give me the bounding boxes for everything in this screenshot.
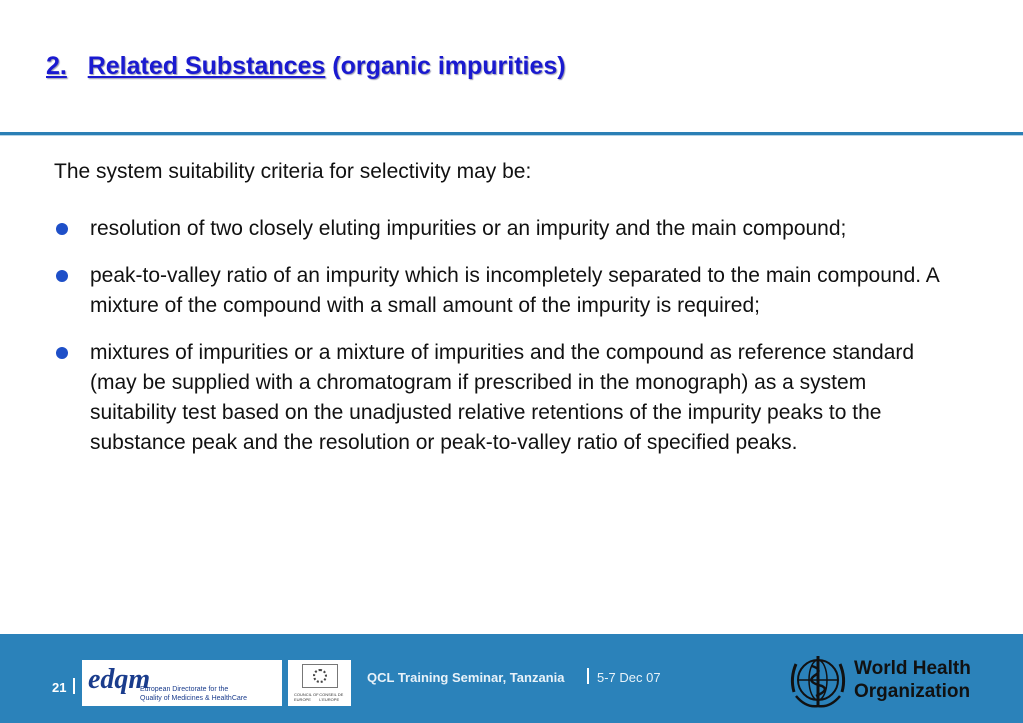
page-number: 21 — [52, 680, 67, 695]
footer-separator — [73, 678, 75, 694]
title-number: 2. — [46, 52, 67, 80]
edqm-logo-caption — [140, 685, 247, 703]
bullet-text: resolution of two closely eluting impurities or an impurity and the main compound; — [90, 217, 847, 240]
council-of-europe-logo — [288, 660, 351, 706]
bullet-text: mixtures of impurities or a mixture of impurities and the compound as reference standard (may be supplied with a chromatogram if prescribed in the monograph) as a system suitability test based on the unadjusted relative retentions of the impurity peaks to the substance peak and the resolution or peak-to-valley ratio of specified peaks. — [90, 341, 915, 454]
footer-separator-2 — [587, 668, 589, 684]
title-divider-shadow — [0, 135, 1023, 136]
bullet-item — [54, 214, 954, 244]
title-main: Related Substances — [87, 52, 326, 80]
coe-caption-fr: CONSEIL DE L'EUROPE — [319, 692, 344, 702]
edqm-caption-line2: Quality of Medicines & HealthCare — [140, 695, 247, 702]
seminar-dates: 5-7 Dec 07 — [597, 670, 661, 685]
edqm-caption-line1: European Directorate for the — [140, 686, 229, 693]
bullet-list — [54, 214, 954, 475]
who-wordmark-line2: Organization — [854, 681, 971, 702]
bullet-dot-icon — [56, 347, 68, 359]
title-rest: (organic impurities) — [332, 52, 566, 80]
bullet-item — [54, 338, 954, 458]
edqm-logo-mark: edqm — [88, 664, 151, 695]
bullet-dot-icon — [56, 270, 68, 282]
council-of-europe-flag-icon — [302, 664, 338, 688]
slide-title — [46, 52, 566, 81]
who-wordmark — [854, 657, 971, 703]
coe-caption — [294, 692, 346, 702]
edqm-logo — [82, 660, 282, 706]
intro-text: The system suitability criteria for selectivity may be: — [54, 160, 532, 183]
bullet-dot-icon — [56, 223, 68, 235]
who-wordmark-line1: World Health — [854, 658, 971, 679]
coe-caption-en: COUNCIL OF EUROPE — [294, 692, 319, 702]
who-emblem-icon — [786, 648, 850, 712]
bullet-item — [54, 261, 954, 321]
bullet-text: peak-to-valley ratio of an impurity which is incompletely separated to the main compound. A mixture of the compound with a small amount of the impurity is required; — [90, 264, 939, 317]
seminar-title: QCL Training Seminar, Tanzania — [367, 670, 565, 685]
